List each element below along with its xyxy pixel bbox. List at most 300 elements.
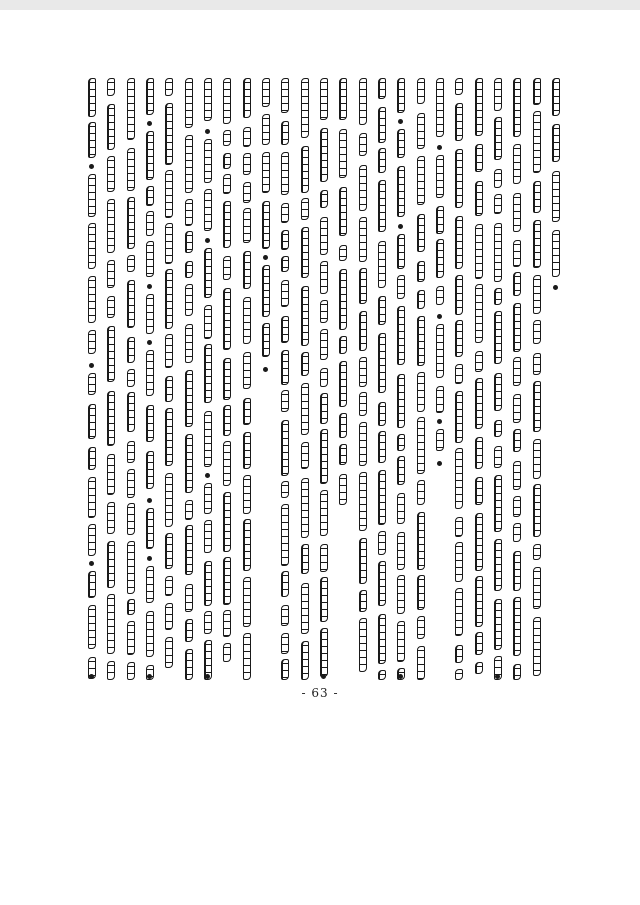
word-glyph	[455, 645, 463, 663]
word-glyph	[204, 344, 212, 402]
word-glyph	[513, 597, 521, 656]
word-glyph	[262, 78, 270, 107]
mongolian-text-block	[86, 78, 562, 680]
punctuation-mark	[205, 238, 210, 243]
word-glyph	[107, 502, 115, 534]
word-glyph	[475, 78, 483, 136]
text-column	[105, 78, 117, 680]
word-glyph	[397, 234, 405, 269]
punctuation-mark	[147, 284, 152, 289]
word-glyph	[127, 148, 135, 191]
word-glyph	[223, 174, 231, 194]
word-glyph	[301, 478, 309, 538]
word-glyph	[359, 472, 367, 531]
word-glyph	[88, 223, 96, 269]
word-glyph	[397, 434, 405, 451]
word-glyph	[533, 381, 541, 432]
text-column	[550, 78, 562, 680]
word-glyph	[436, 155, 444, 199]
word-glyph	[204, 248, 212, 298]
word-glyph	[475, 224, 483, 279]
word-glyph	[359, 311, 367, 351]
text-column	[279, 78, 291, 680]
text-column	[492, 78, 504, 680]
text-column	[531, 78, 543, 680]
word-glyph	[185, 500, 193, 520]
word-glyph	[513, 357, 521, 386]
word-glyph	[243, 475, 251, 514]
punctuation-mark	[437, 461, 442, 466]
word-glyph	[107, 594, 115, 654]
word-glyph	[223, 405, 231, 435]
text-column	[86, 78, 98, 680]
word-glyph	[88, 330, 96, 354]
word-glyph	[223, 557, 231, 604]
word-glyph	[185, 78, 193, 128]
word-glyph	[475, 662, 483, 674]
word-glyph	[146, 611, 154, 657]
word-glyph	[378, 180, 386, 233]
word-glyph	[320, 577, 328, 622]
word-glyph	[494, 539, 502, 591]
word-glyph	[494, 446, 502, 469]
punctuation-mark	[89, 363, 94, 368]
text-column	[357, 78, 369, 680]
word-glyph	[436, 206, 444, 234]
word-glyph	[417, 616, 425, 639]
word-glyph	[494, 599, 502, 651]
word-glyph	[107, 541, 115, 589]
word-glyph	[281, 504, 289, 566]
text-column	[241, 78, 253, 680]
word-glyph	[281, 659, 289, 680]
word-glyph	[359, 422, 367, 465]
word-glyph	[475, 513, 483, 571]
word-glyph	[243, 352, 251, 389]
word-glyph	[262, 114, 270, 145]
word-glyph	[185, 261, 193, 278]
punctuation-mark	[263, 255, 268, 260]
word-glyph	[436, 324, 444, 378]
word-glyph	[223, 358, 231, 400]
word-glyph	[339, 474, 347, 506]
word-glyph	[339, 129, 347, 178]
word-glyph	[262, 201, 270, 249]
word-glyph	[339, 78, 347, 120]
word-glyph	[475, 437, 483, 469]
word-glyph	[281, 390, 289, 412]
word-glyph	[378, 431, 386, 463]
word-glyph	[127, 441, 135, 464]
word-glyph	[533, 275, 541, 315]
word-glyph	[88, 78, 96, 117]
word-glyph	[88, 174, 96, 217]
word-glyph	[475, 351, 483, 372]
word-glyph	[339, 245, 347, 261]
word-glyph	[146, 294, 154, 334]
word-glyph	[262, 152, 270, 193]
word-glyph	[417, 575, 425, 610]
word-glyph	[417, 646, 425, 680]
word-glyph	[320, 217, 328, 255]
punctuation-mark	[437, 145, 442, 150]
word-glyph	[301, 198, 309, 220]
word-glyph	[533, 617, 541, 676]
word-glyph	[339, 336, 347, 355]
word-glyph	[475, 378, 483, 429]
word-glyph	[146, 405, 154, 442]
word-glyph	[165, 473, 173, 527]
word-glyph	[243, 251, 251, 288]
word-glyph	[494, 117, 502, 160]
word-glyph	[436, 286, 444, 305]
word-glyph	[397, 532, 405, 570]
word-glyph	[204, 520, 212, 552]
word-glyph	[397, 166, 405, 218]
text-column	[318, 78, 330, 680]
word-glyph	[339, 361, 347, 408]
word-glyph	[455, 542, 463, 581]
word-glyph	[494, 373, 502, 411]
word-glyph	[88, 605, 96, 649]
word-glyph	[417, 512, 425, 570]
text-column	[337, 78, 349, 680]
word-glyph	[165, 603, 173, 631]
word-glyph	[185, 135, 193, 192]
word-glyph	[455, 149, 463, 208]
word-glyph	[243, 208, 251, 243]
word-glyph	[243, 182, 251, 203]
word-glyph	[243, 78, 251, 118]
text-column	[202, 78, 214, 680]
word-glyph	[107, 326, 115, 381]
word-glyph	[281, 121, 289, 145]
word-glyph	[127, 197, 135, 249]
text-column	[473, 78, 485, 680]
word-glyph	[243, 633, 251, 680]
word-glyph	[494, 194, 502, 215]
word-glyph	[494, 223, 502, 282]
word-glyph	[281, 420, 289, 476]
word-glyph	[378, 531, 386, 554]
punctuation-mark	[398, 224, 403, 229]
word-glyph	[339, 444, 347, 465]
word-glyph	[397, 306, 405, 365]
word-glyph	[378, 333, 386, 393]
word-glyph	[223, 201, 231, 248]
word-glyph	[165, 170, 173, 217]
word-glyph	[301, 383, 309, 436]
word-glyph	[223, 78, 231, 124]
word-glyph	[281, 152, 289, 195]
punctuation-mark	[147, 121, 152, 126]
word-glyph	[475, 477, 483, 505]
word-glyph	[320, 393, 328, 424]
word-glyph	[185, 284, 193, 316]
word-glyph	[533, 544, 541, 560]
word-glyph	[455, 103, 463, 141]
word-glyph	[204, 139, 212, 183]
word-glyph	[455, 448, 463, 508]
word-glyph	[513, 240, 521, 267]
word-glyph	[165, 269, 173, 329]
word-glyph	[281, 633, 289, 653]
word-glyph	[533, 220, 541, 268]
word-glyph	[533, 181, 541, 212]
word-glyph	[88, 373, 96, 395]
word-glyph	[146, 241, 154, 277]
scan-top-band	[0, 0, 640, 10]
word-glyph	[127, 599, 135, 615]
word-glyph	[165, 78, 173, 96]
word-glyph	[127, 392, 135, 433]
punctuation-mark	[89, 674, 94, 679]
word-glyph	[397, 129, 405, 158]
word-glyph	[127, 255, 135, 272]
word-glyph	[185, 649, 193, 680]
word-glyph	[223, 441, 231, 486]
word-glyph	[533, 320, 541, 344]
word-glyph	[533, 439, 541, 479]
word-glyph	[281, 256, 289, 272]
word-glyph	[88, 404, 96, 439]
punctuation-mark	[205, 473, 210, 478]
word-glyph	[165, 408, 173, 466]
word-glyph	[107, 661, 115, 680]
word-glyph	[320, 190, 328, 208]
word-glyph	[204, 561, 212, 605]
word-glyph	[281, 230, 289, 250]
word-glyph	[127, 621, 135, 656]
word-glyph	[88, 122, 96, 158]
text-column	[376, 78, 388, 680]
word-glyph	[339, 187, 347, 236]
word-glyph	[185, 584, 193, 613]
text-column	[144, 78, 156, 680]
word-glyph	[243, 432, 251, 469]
punctuation-mark	[437, 314, 442, 319]
word-glyph	[281, 316, 289, 343]
word-glyph	[301, 227, 309, 278]
word-glyph	[243, 153, 251, 176]
word-glyph	[185, 525, 193, 574]
text-column	[260, 78, 272, 680]
word-glyph	[552, 78, 560, 116]
word-glyph	[475, 632, 483, 655]
punctuation-mark	[398, 119, 403, 124]
word-glyph	[320, 544, 328, 571]
word-glyph	[455, 216, 463, 269]
word-glyph	[301, 286, 309, 347]
word-glyph	[494, 311, 502, 364]
word-glyph	[339, 269, 347, 330]
word-glyph	[127, 369, 135, 387]
word-glyph	[397, 374, 405, 428]
word-glyph	[107, 391, 115, 447]
word-glyph	[127, 662, 135, 680]
word-glyph	[378, 241, 386, 289]
word-glyph	[320, 261, 328, 294]
word-glyph	[533, 484, 541, 536]
word-glyph	[223, 288, 231, 350]
word-glyph	[185, 619, 193, 642]
word-glyph	[262, 265, 270, 318]
word-glyph	[397, 78, 405, 113]
word-glyph	[455, 517, 463, 536]
word-glyph	[552, 124, 560, 162]
word-glyph	[552, 230, 560, 276]
word-glyph	[146, 78, 154, 115]
word-glyph	[223, 492, 231, 552]
word-glyph	[204, 611, 212, 634]
word-glyph	[397, 456, 405, 485]
word-glyph	[513, 461, 521, 490]
word-glyph	[165, 637, 173, 668]
word-glyph	[146, 186, 154, 206]
word-glyph	[359, 268, 367, 304]
word-glyph	[301, 583, 309, 634]
word-glyph	[513, 78, 521, 137]
word-glyph	[475, 181, 483, 217]
word-glyph	[204, 78, 212, 121]
word-glyph	[359, 538, 367, 584]
punctuation-mark	[205, 674, 210, 679]
punctuation-mark	[437, 419, 442, 424]
word-glyph	[475, 576, 483, 626]
word-glyph	[533, 353, 541, 375]
word-glyph	[552, 171, 560, 223]
word-glyph	[223, 610, 231, 637]
text-column	[183, 78, 195, 680]
word-glyph	[533, 78, 541, 105]
word-glyph	[378, 470, 386, 526]
word-glyph	[397, 493, 405, 524]
word-glyph	[378, 402, 386, 426]
word-glyph	[436, 78, 444, 137]
word-glyph	[494, 420, 502, 437]
word-glyph	[417, 316, 425, 365]
word-glyph	[281, 605, 289, 626]
word-glyph	[320, 78, 328, 120]
word-glyph	[204, 305, 212, 339]
word-glyph	[378, 78, 386, 99]
word-glyph	[533, 567, 541, 610]
word-glyph	[88, 524, 96, 556]
punctuation-mark	[147, 674, 152, 679]
word-glyph	[88, 477, 96, 518]
word-glyph	[146, 131, 154, 180]
word-glyph	[494, 288, 502, 304]
word-glyph	[281, 350, 289, 384]
word-glyph	[320, 490, 328, 535]
punctuation-mark	[147, 498, 152, 503]
word-glyph	[281, 78, 289, 113]
text-column	[395, 78, 407, 680]
word-glyph	[436, 429, 444, 451]
word-glyph	[146, 211, 154, 236]
word-glyph	[455, 364, 463, 383]
word-glyph	[455, 275, 463, 314]
text-column	[125, 78, 137, 680]
word-glyph	[243, 519, 251, 571]
word-glyph	[204, 189, 212, 231]
word-glyph	[146, 508, 154, 549]
word-glyph	[513, 523, 521, 542]
word-glyph	[513, 272, 521, 296]
text-column	[415, 78, 427, 680]
word-glyph	[417, 156, 425, 205]
word-glyph	[320, 128, 328, 182]
word-glyph	[455, 669, 463, 680]
page-number: - 63 -	[301, 686, 339, 700]
word-glyph	[243, 398, 251, 426]
word-glyph	[204, 483, 212, 515]
word-glyph	[339, 413, 347, 439]
word-glyph	[146, 566, 154, 602]
word-glyph	[320, 329, 328, 361]
word-glyph	[223, 256, 231, 280]
punctuation-mark	[553, 285, 558, 290]
word-glyph	[301, 641, 309, 680]
text-column	[163, 78, 175, 680]
word-glyph	[165, 533, 173, 568]
word-glyph	[455, 320, 463, 357]
word-glyph	[378, 296, 386, 325]
word-glyph	[165, 376, 173, 403]
word-glyph	[494, 78, 502, 111]
word-glyph	[417, 417, 425, 473]
word-glyph	[185, 199, 193, 225]
word-glyph	[397, 275, 405, 299]
word-glyph	[146, 350, 154, 396]
word-glyph	[359, 217, 367, 262]
word-glyph	[359, 78, 367, 125]
word-glyph	[243, 577, 251, 626]
word-glyph	[185, 370, 193, 427]
word-glyph	[281, 280, 289, 307]
word-glyph	[301, 442, 309, 469]
word-glyph	[378, 107, 386, 143]
word-glyph	[107, 156, 115, 192]
word-glyph	[494, 169, 502, 188]
punctuation-mark	[205, 129, 210, 134]
word-glyph	[417, 290, 425, 309]
word-glyph	[127, 337, 135, 364]
word-glyph	[475, 144, 483, 172]
word-glyph	[88, 447, 96, 471]
word-glyph	[107, 296, 115, 318]
word-glyph	[223, 643, 231, 662]
word-glyph	[320, 628, 328, 677]
word-glyph	[417, 113, 425, 149]
word-glyph	[127, 280, 135, 328]
word-glyph	[185, 434, 193, 494]
word-glyph	[513, 664, 521, 680]
text-column	[221, 78, 233, 680]
punctuation-mark	[89, 164, 94, 169]
word-glyph	[301, 352, 309, 376]
word-glyph	[359, 590, 367, 613]
word-glyph	[281, 571, 289, 597]
word-glyph	[165, 576, 173, 596]
punctuation-mark	[495, 674, 500, 679]
word-glyph	[378, 148, 386, 173]
word-glyph	[320, 429, 328, 484]
word-glyph	[513, 193, 521, 232]
word-glyph	[359, 357, 367, 386]
word-glyph	[185, 231, 193, 253]
word-glyph	[417, 214, 425, 252]
